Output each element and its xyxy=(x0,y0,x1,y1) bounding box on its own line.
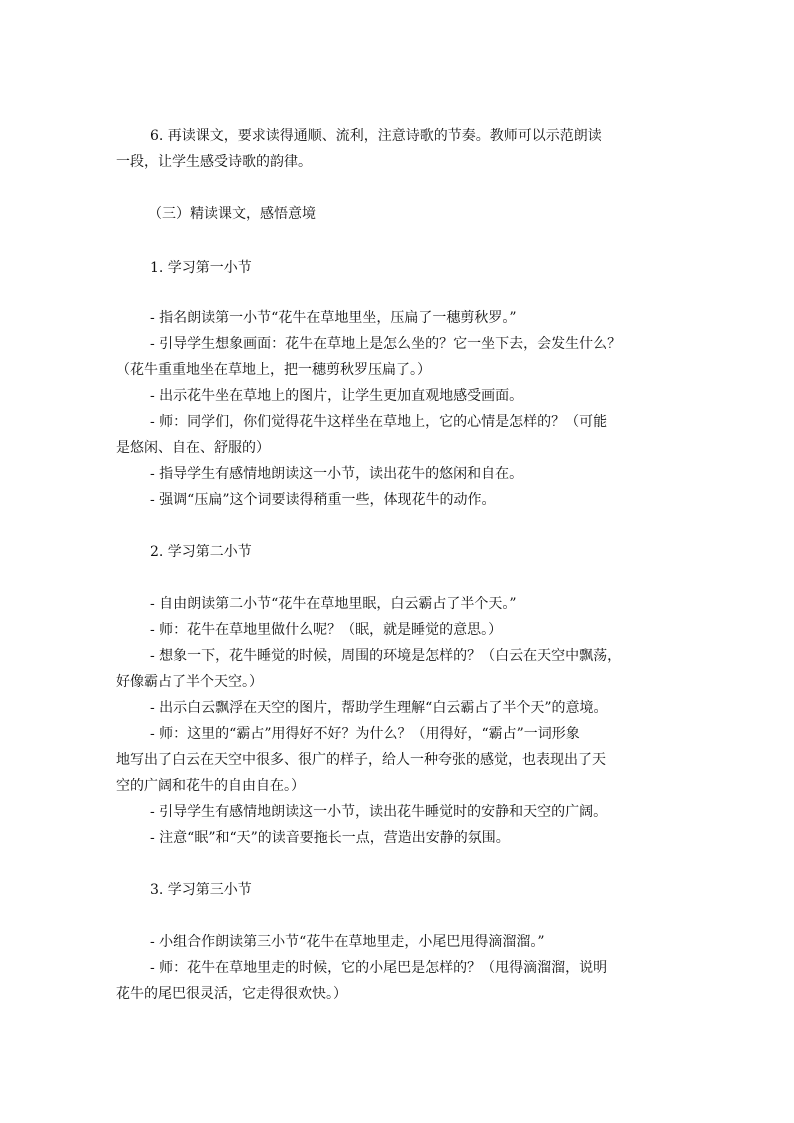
list-item: - 师：这里的“霸占”用得好不好？为什么？（用得好，“霸占”一词形象 xyxy=(150,726,580,742)
list-item: - 指名朗读第一小节“花牛在草地里坐，压扁了一穗剪秋罗。” xyxy=(150,310,517,326)
list-item: - 自由朗读第二小节“花牛在草地里眠，白云霸占了半个天。” xyxy=(150,596,517,612)
list-item: - 小组合作朗读第三小节“花牛在草地里走，小尾巴甩得滴溜溜。” xyxy=(150,934,545,950)
list-item-continuation: 是悠闲、自在、舒服的） xyxy=(116,440,270,456)
list-item-continuation: 空的广阔和花牛的自由自在。） xyxy=(116,778,305,794)
list-item: - 引导学生想象画面：花牛在草地上是怎么坐的？它一坐下去，会发生什么？ xyxy=(150,336,622,352)
list-item: - 强调“压扁”这个词要读得稍重一些，体现花牛的动作。 xyxy=(150,492,496,508)
list-item: - 师：同学们，你们觉得花牛这样坐在草地上，它的心情是怎样的？（可能 xyxy=(150,414,608,430)
section-heading-3: （三）精读课文，感悟意境 xyxy=(148,206,316,222)
list-item-continuation: 地写出了白云在天空中很多、很广的样子，给人一种夸张的感觉，也表现出了天 xyxy=(116,752,606,768)
list-item: - 想象一下，花牛睡觉的时候，周围的环境是怎样的？（白云在天空中飘荡， xyxy=(150,648,622,664)
list-item-continuation: 好像霸占了半个天空。） xyxy=(116,674,263,690)
list-item-continuation: 花牛的尾巴很灵活，它走得很欢快。） xyxy=(116,986,347,1002)
subsection-heading-3: 3. 学习第三小节 xyxy=(150,882,252,898)
list-item: - 引导学生有感情地朗读这一小节，读出花牛睡觉时的安静和天空的广阔。 xyxy=(150,804,608,820)
list-item-continuation: （花牛重重地坐在草地上，把一穗剪秋罗压扁了。） xyxy=(116,362,431,378)
subsection-heading-1: 1. 学习第一小节 xyxy=(150,260,252,276)
list-item: - 师：花牛在草地里做什么呢？（眠，就是睡觉的意思。） xyxy=(150,622,503,638)
list-item: - 出示花牛坐在草地上的图片，让学生更加直观地感受画面。 xyxy=(150,388,524,404)
subsection-heading-2: 2. 学习第二小节 xyxy=(150,544,252,560)
list-item: - 师：花牛在草地里走的时候，它的小尾巴是怎样的？（甩得滴溜溜，说明 xyxy=(150,960,608,976)
list-item: - 出示白云飘浮在天空的图片，帮助学生理解“白云霸占了半个天”的意境。 xyxy=(150,700,608,716)
paragraph-step-6-line-1: 6. 再读课文，要求读得通顺、流利，注意诗歌的节奏。教师可以示范朗读 xyxy=(150,128,602,144)
list-item: - 注意“眠”和“天”的读音要拖长一点，营造出安静的氛围。 xyxy=(150,830,510,846)
paragraph-step-6-line-2: 一段，让学生感受诗歌的韵律。 xyxy=(116,154,312,170)
list-item: - 指导学生有感情地朗读这一小节，读出花牛的悠闲和自在。 xyxy=(150,466,524,482)
